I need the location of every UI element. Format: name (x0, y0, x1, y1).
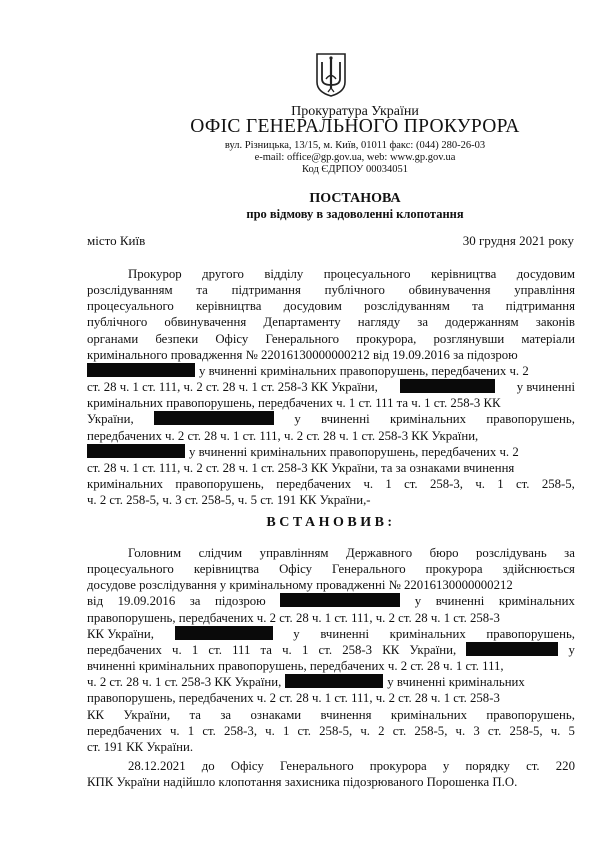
text-span: 1 (282, 723, 290, 738)
text-span: ст. (392, 723, 407, 738)
text-span: за (564, 546, 575, 560)
text-span: управлінням (259, 546, 329, 560)
redacted-name (87, 444, 185, 458)
text-span: публічного (324, 283, 385, 298)
text-span: матеріали (521, 331, 575, 346)
text-span: 258-5, (541, 476, 575, 491)
text-span: у (294, 412, 301, 427)
text-span: та (196, 283, 208, 298)
text-span: передбачених (276, 476, 352, 491)
text-span: Офісу (215, 331, 249, 346)
text-span: досудовим (283, 299, 342, 314)
paragraph1-line (87, 428, 575, 444)
text-span: процесуального (87, 299, 174, 314)
text-span: 1 (191, 642, 199, 657)
text-span: ч. (360, 723, 370, 738)
paragraph1-line (87, 314, 575, 330)
text-span: правопорушень, передбачених ч. 2 ст. 28 ч. 1 ст. 111, ч. 2 ст. 28 ч. 1 ст. 258-3 (87, 610, 500, 625)
paragraph2-line (87, 610, 575, 626)
text-span: 111 (232, 642, 251, 657)
text-span: України, (87, 412, 134, 427)
text-span: кримінальних (390, 707, 467, 722)
text-span: ст. (208, 642, 222, 657)
text-span: розглянувши (433, 331, 505, 346)
text-span: за (220, 707, 232, 722)
text-span: 258-5, (414, 723, 448, 738)
text-span: 258-5, (509, 723, 543, 738)
text-span: 258-3 (342, 642, 373, 657)
text-span: керівництва (193, 562, 260, 577)
text-span: вчиненні кримінальних правопорушень, передбачених ч. 2 ст. 28 ч. 1 ст. 111, (87, 659, 504, 674)
org-contacts: e-mail: office@gp.gov.ua, web: www.gp.gov.ua (254, 152, 456, 163)
paragraph1-line (87, 492, 575, 508)
paragraph1-line (87, 298, 575, 314)
text-span: кримінальних правопорушень, передбачених ч. 1 ст. 111 та ч. 1 ст. 258-3 КК (87, 396, 501, 411)
text-span: України, (123, 707, 171, 722)
text-span: до (201, 759, 215, 773)
text-span: прокурора (425, 562, 483, 577)
text-span: правопорушень, (175, 476, 264, 491)
text-span: кримінального провадження № 22016130000000212 від 19.09.2016 за підозрою (87, 347, 518, 362)
text-span: Офісу (230, 759, 264, 773)
text-span: підтримання (505, 299, 575, 314)
text-span: ст. (202, 723, 216, 738)
text-span: Офісу (279, 562, 313, 577)
text-span: ст. 28 ч. 1 ст. 111, ч. 2 ст. 28 ч. 1 ст. 258-3 КК України, (87, 380, 378, 395)
paragraph2-line (87, 658, 575, 674)
text-span: 1 (385, 476, 392, 491)
text-span: Генерального (279, 759, 354, 773)
text-span: другого (202, 267, 244, 281)
text-span: 28.12.2021 (128, 759, 186, 773)
text-span: ознаками (250, 707, 302, 722)
text-span: порядку (465, 759, 510, 773)
text-span: вчиненні (435, 594, 485, 609)
text-span: Генерального (265, 331, 340, 346)
paragraph1-line (87, 379, 575, 395)
text-span: України, (409, 642, 457, 657)
paragraph1-line (87, 476, 575, 492)
text-span: ст. (526, 759, 540, 773)
text-span: органами (87, 331, 139, 346)
text-span: у (568, 642, 575, 657)
text-span: ст. (297, 723, 312, 738)
paragraph2-line (87, 561, 575, 577)
text-span: 258-5, (319, 723, 353, 738)
redacted-name (400, 379, 495, 393)
text-span: та (472, 299, 484, 314)
text-span: ст. 191 КК України. (87, 739, 194, 754)
text-span: ч. (172, 642, 182, 657)
text-span: ст. (404, 476, 418, 491)
paragraph2-line (87, 739, 575, 755)
text-span: прокурора, (356, 331, 417, 346)
redacted-name (154, 411, 274, 425)
text-span: кримінальних (389, 412, 467, 427)
text-span: передбачених (87, 723, 162, 738)
paragraph3-line (128, 758, 575, 774)
paragraph2-line (128, 545, 575, 561)
text-span: бюро (429, 546, 459, 560)
org-parent: Прокуратура України (291, 104, 419, 119)
text-span: 2 (378, 723, 385, 738)
text-span: обвинувачення (408, 283, 491, 298)
text-span: ст. (487, 723, 502, 738)
text-span: керівництва (431, 267, 497, 281)
paragraph1-line (87, 460, 575, 476)
text-span: вчинення (320, 707, 372, 722)
paragraph2-line (87, 642, 575, 658)
text-span: вчиненні (321, 412, 370, 427)
paragraph2-line (87, 707, 575, 723)
document-subtitle: про відмову в задоволенні клопотання (246, 207, 464, 221)
text-span: досудовим (516, 267, 575, 281)
text-span: здійснюється (502, 562, 575, 577)
paragraph2-line (87, 577, 575, 593)
text-span: процесуального (87, 562, 174, 577)
text-span: у вчиненні кримінальних (387, 675, 525, 690)
text-span: вчиненні (320, 626, 369, 641)
text-span: правопорушень, (486, 707, 575, 722)
text-span: правопорушень, (486, 412, 575, 427)
text-span: додержанням (445, 315, 519, 330)
text-span: кримінальних (389, 626, 466, 641)
paragraph1-line (87, 331, 575, 347)
redacted-name (175, 626, 273, 640)
text-span: у (414, 594, 422, 609)
paragraph1-line (128, 266, 575, 282)
text-span: 258-3, (223, 723, 258, 738)
redacted-name (280, 593, 400, 607)
text-span: та (189, 707, 201, 722)
text-span: слідчим (198, 546, 243, 560)
document-date: 30 грудня 2021 року (462, 233, 574, 248)
text-span: 258-3, (429, 476, 463, 491)
text-span: кримінальних (87, 476, 164, 491)
paragraph2-line (87, 626, 575, 642)
text-span: у вчиненні (516, 380, 575, 395)
org-address: вул. Різницька, 13/15, м. Київ, 01011 факс: (044) 280-26-03 (224, 140, 486, 151)
text-span: 1 (301, 642, 309, 657)
text-span: КПК України надійшло клопотання захисника підозрюваного Порошенка П.О. (87, 775, 518, 790)
text-span: безпеки (155, 331, 199, 346)
text-span: розслідувань (476, 546, 547, 560)
text-span: Головним (128, 546, 182, 560)
paragraph2-line (87, 593, 575, 609)
text-span: ст. 28 ч. 1 ст. 111, ч. 2 ст. 28 ч. 1 ст. 258-3 КК України, та за ознаками вчинення (87, 460, 515, 475)
text-span: розслідуванням (364, 299, 450, 314)
text-span: та (260, 642, 272, 657)
text-span: Прокурор (128, 267, 182, 281)
text-span: прокурора (369, 759, 427, 773)
redacted-name (285, 674, 383, 688)
org-name: ОФІС ГЕНЕРАЛЬНОГО ПРОКУРОРА (190, 116, 520, 137)
redacted-name (87, 363, 195, 377)
paragraph1-line (87, 282, 575, 298)
paragraph2-line (87, 674, 575, 690)
text-span: ч. (363, 476, 374, 491)
text-span: законів (535, 315, 575, 330)
paragraph1-line (87, 444, 575, 460)
text-span: керівництва (196, 299, 262, 314)
paragraph1-line (87, 363, 575, 379)
text-span: ст. (515, 476, 530, 491)
text-span: КК України, (87, 626, 154, 641)
text-span: досудове розслідування у кримінальному провадженні № 22016130000000212 (87, 578, 513, 593)
text-span: кримінальних (498, 594, 575, 609)
trident-emblem-icon (314, 52, 348, 98)
text-span: ст. (318, 642, 333, 657)
text-span: розслідуванням (87, 283, 173, 298)
paragraph1-line (87, 347, 575, 363)
text-span: правопорушень, (486, 626, 575, 641)
text-span: у (293, 626, 300, 641)
text-span: 220 (555, 759, 575, 773)
text-span: відділу (264, 267, 304, 281)
paragraph1-line (87, 411, 575, 427)
text-span: КК (87, 707, 105, 722)
document-city: місто Київ (87, 233, 146, 248)
text-span: 1 (187, 723, 195, 738)
text-span: у вчиненні кримінальних правопорушень, передбачених ч. 2 (199, 363, 529, 378)
text-span: 5 (568, 723, 575, 738)
text-span: управління (514, 283, 575, 298)
text-span: за (417, 315, 429, 330)
org-edrpou: Код ЄДРПОУ 00034051 (302, 164, 408, 175)
text-span: у вчиненні кримінальних правопорушень, передбачених ч. 2 (189, 444, 519, 459)
text-span: 3 (473, 723, 480, 738)
text-span: Державного (346, 546, 413, 560)
text-span: передбачених (87, 642, 162, 657)
text-span: ч. (475, 476, 485, 491)
text-span: Генерального (332, 562, 406, 577)
paragraph3-line (87, 774, 575, 790)
text-span: ч. 2 ст. 28 ч. 1 ст. 258-3 КК України, (87, 675, 282, 690)
text-span: Департаменту (263, 315, 341, 330)
text-span: ч. (550, 723, 561, 738)
paragraph2-line (87, 723, 575, 739)
text-span: від (87, 594, 104, 609)
paragraph1-line (87, 395, 575, 411)
text-span: ч. (455, 723, 466, 738)
text-span: за (189, 594, 201, 609)
text-span: ч. 2 ст. 258-5, ч. 3 ст. 258-5, ч. 5 ст. 191 КК України,- (87, 493, 371, 508)
text-span: ч. (265, 723, 275, 738)
text-span: нагляду (357, 315, 401, 330)
text-span: 1 (497, 476, 504, 491)
text-span: підтримання (231, 283, 301, 298)
document-title: ПОСТАНОВА (309, 191, 401, 206)
paragraph2-line (87, 690, 575, 706)
text-span: правопорушень, передбачених ч. 2 ст. 28 ч. 1 ст. 111, ч. 2 ст. 28 ч. 1 ст. 258-3 (87, 691, 500, 706)
text-span: ч. (169, 723, 180, 738)
text-span: передбачених ч. 2 ст. 28 ч. 1 ст. 111, ч. 2 ст. 28 ч. 1 ст. 258-3 КК України, (87, 428, 479, 443)
text-span: обвинувачення (164, 315, 247, 330)
text-span: 19.09.2016 (117, 594, 176, 609)
text-span: підозрою (215, 594, 266, 609)
redacted-name (466, 642, 558, 656)
section-heading: ВСТАНОВИВ: (266, 515, 396, 530)
text-span: публічного (87, 315, 148, 330)
text-span: процесуального (323, 267, 411, 281)
text-span: у (442, 759, 450, 773)
text-span: КК (382, 642, 400, 657)
text-span: ч. (282, 642, 292, 657)
